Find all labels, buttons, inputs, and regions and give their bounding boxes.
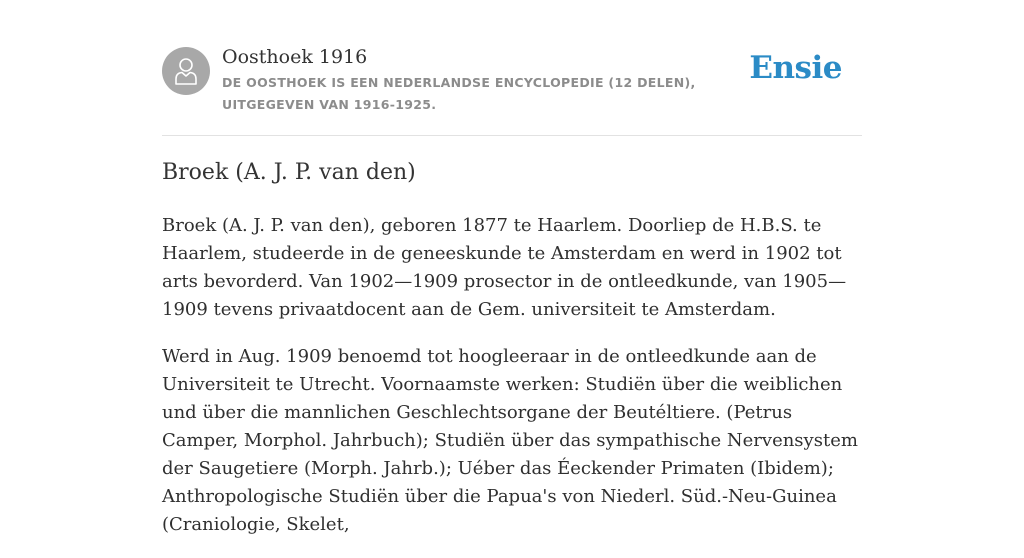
article-title: Broek (A. J. P. van den)	[162, 160, 416, 185]
source-description: DE OOSTHOEK IS EEN NEDERLANDSE ENCYCLOPEDIE (12 DELEN), UITGEGEVEN VAN 1916-1925.	[222, 75, 696, 112]
article-paragraph: Werd in Aug. 1909 benoemd tot hoogleeraar in de ontleedkunde aan de Universiteit te Utrecht. Voornaamste werken: Studiën über die weiblichen und über die mannlichen Geschlechtsorgane der Beutéltiere. (Petrus Camper, Morphol. Jahrbuch); Studiën über das sympathische Nervensystem der Saugetiere (Morph. Jahrb.); Uéber das Éeckender Primaten (Ibidem); Anthropologische Studiën über die Papua's von Niederl. Süd.-Neu-Guinea (Craniologie, Skelet,	[162, 346, 858, 535]
source-avatar[interactable]	[162, 47, 210, 95]
article-paragraph: Broek (A. J. P. van den), geboren 1877 te Haarlem. Doorliep de H.B.S. te Haarlem, studeerde in de geneeskunde te Amsterdam en werd in 1902 tot arts bevorderd. Van 1902—1909 prosector in de ontleedkunde, van 1905—1909 tevens privaatdocent aan de Gem. universiteit te Amsterdam.	[162, 215, 847, 320]
article-body	[162, 212, 868, 558]
header-divider	[162, 135, 862, 136]
brand-logo[interactable]: Ensie	[749, 50, 842, 86]
user-icon	[174, 57, 198, 85]
source-header	[162, 46, 862, 116]
source-title[interactable]: Oosthoek 1916	[222, 46, 368, 68]
